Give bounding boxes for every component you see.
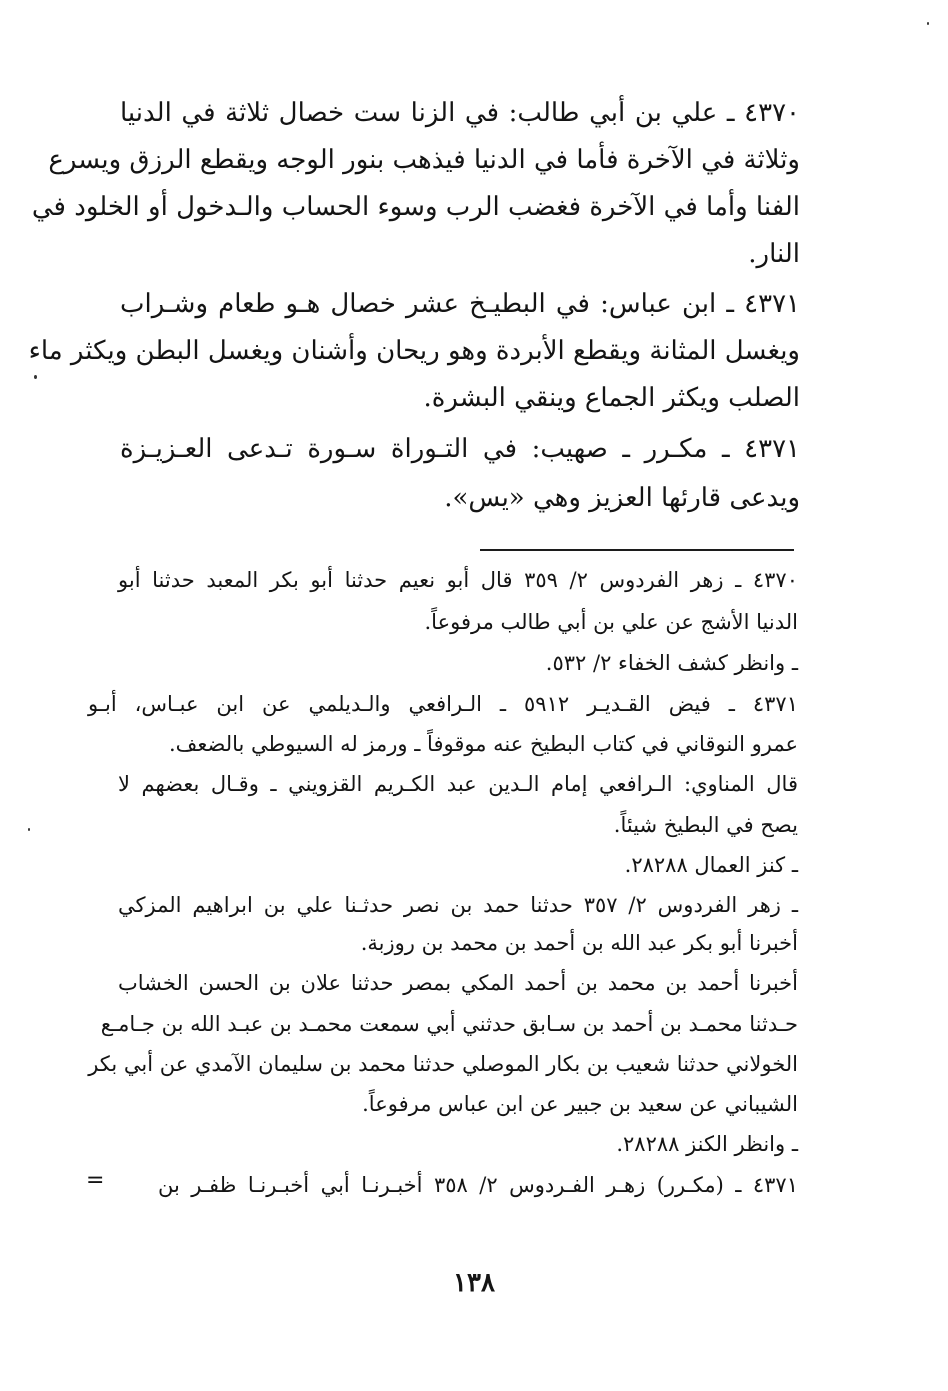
entry-4370-line-3: الفنا وأما في الآخرة فغضب الرب وسوء الحساب والـدخول أو الخلود في [31, 192, 800, 222]
scan-speck [927, 22, 929, 25]
footnote-line-10: أخبرنا أبو بكر عبد الله بن أحمد بن محمد بن روزبة. [360, 931, 798, 955]
footnote-line-13: الخولاني حدثنا شعيب بن بكار الموصلي حدثنا محمد بن سليمان الآمدي عن أبي بكر [88, 1052, 798, 1076]
entry-4371-line-1: ٤٣٧١ ـ ابن عباس: في البطيـخ عشر خصال هـو طعام وشـراب [120, 289, 800, 319]
entry-4370-line-4: النار. [748, 239, 800, 269]
footnote-line-2: الدنيا الأشج عن علي بن أبي طالب مرفوعاً. [424, 610, 798, 634]
footnote-line-16: ٤٣٧١ ـ (مكـرر) زهـر الفـردوس ٢/ ٣٥٨ أخبـرنـا أبي أخبـرنـا ظفـر بن [158, 1173, 798, 1197]
entry-4371-line-3: الصلب ويكثر الجماع وينقي البشرة. [423, 383, 800, 413]
footnote-line-9: ـ زهر الفردوس ٢/ ٣٥٧ حدثنا حمد بن نصر حدثـنا علي بن ابراهيم المزكي [118, 893, 798, 917]
page-number: ١٣٨ [453, 1268, 495, 1298]
scan-speck [28, 828, 30, 831]
entry-4371-repeat-line-2: ويدعى قارئها العزيز وهي «يس». [444, 483, 800, 513]
footnote-separator [480, 549, 794, 551]
footnote-line-5: عمرو النوقاني في كتاب البطيخ عنه موقوفاً ـ ورمز له السيوطي بالضعف. [168, 732, 798, 756]
footnote-line-4: ٤٣٧١ ـ فيض القـديـر ٥٩١٢ ـ الـرافعي والـديلمي عن ابن عبـاس، أبـو [88, 692, 798, 716]
footnote-line-14: الشيباني عن سعيد بن جبير عن ابن عباس مرفوعاً. [362, 1092, 798, 1116]
footnote-line-1: ٤٣٧٠ ـ زهر الفردوس ٢/ ٣٥٩ قال أبو نعيم حدثنا أبو بكر المعبد حدثنا أبو [118, 568, 798, 592]
entry-4371-line-2: ويغسل المثانة ويقطع الأبردة وهو ريحان وأشنان ويغسل البطن ويكثر ماء [28, 336, 800, 366]
footnote-line-11: أخبرنا أحمد بن محمد بن أحمد المكي بمصر حدثنا علان بن الحسن الخشاب [118, 971, 798, 995]
footnote-line-3: ـ وانظر كشف الخفاء ٢/ ٥٣٢. [545, 651, 798, 675]
entry-4371-repeat-line-1: ٤٣٧١ ـ مكـرر ـ صهيب: في التـوراة سـورة تـدعى العـزيـزة [120, 434, 800, 464]
footnote-line-15: ـ وانظر الكنز ٢٨٢٨٨. [616, 1132, 798, 1156]
continuation-mark: = [86, 1168, 105, 1193]
footnote-line-8: ـ كنز العمال ٢٨٢٨٨. [624, 853, 798, 877]
entry-4370-line-1: ٤٣٧٠ ـ علي بن أبي طالب: في الزنا ست خصال ثلاثة في الدنيا [120, 98, 800, 128]
footnote-line-6: قال المناوي: الـرافعي إمام الـدين عبد الكـريم القزويني ـ وقـال بعضهم لا [118, 772, 798, 796]
scan-speck [34, 375, 37, 379]
footnote-line-12: حـدثنا محمـد بن أحمد بن سـابق حدثني أبي سمعت محمـد بن عبـد الله بن جـامـع [100, 1012, 798, 1036]
footnote-line-7: يصح في البطيخ شيئاً. [613, 813, 798, 837]
entry-4370-line-2: وثلاثة في الآخرة فأما في الدنيا فيذهب بنور الوجه ويقطع الرزق ويسرع [48, 145, 800, 175]
